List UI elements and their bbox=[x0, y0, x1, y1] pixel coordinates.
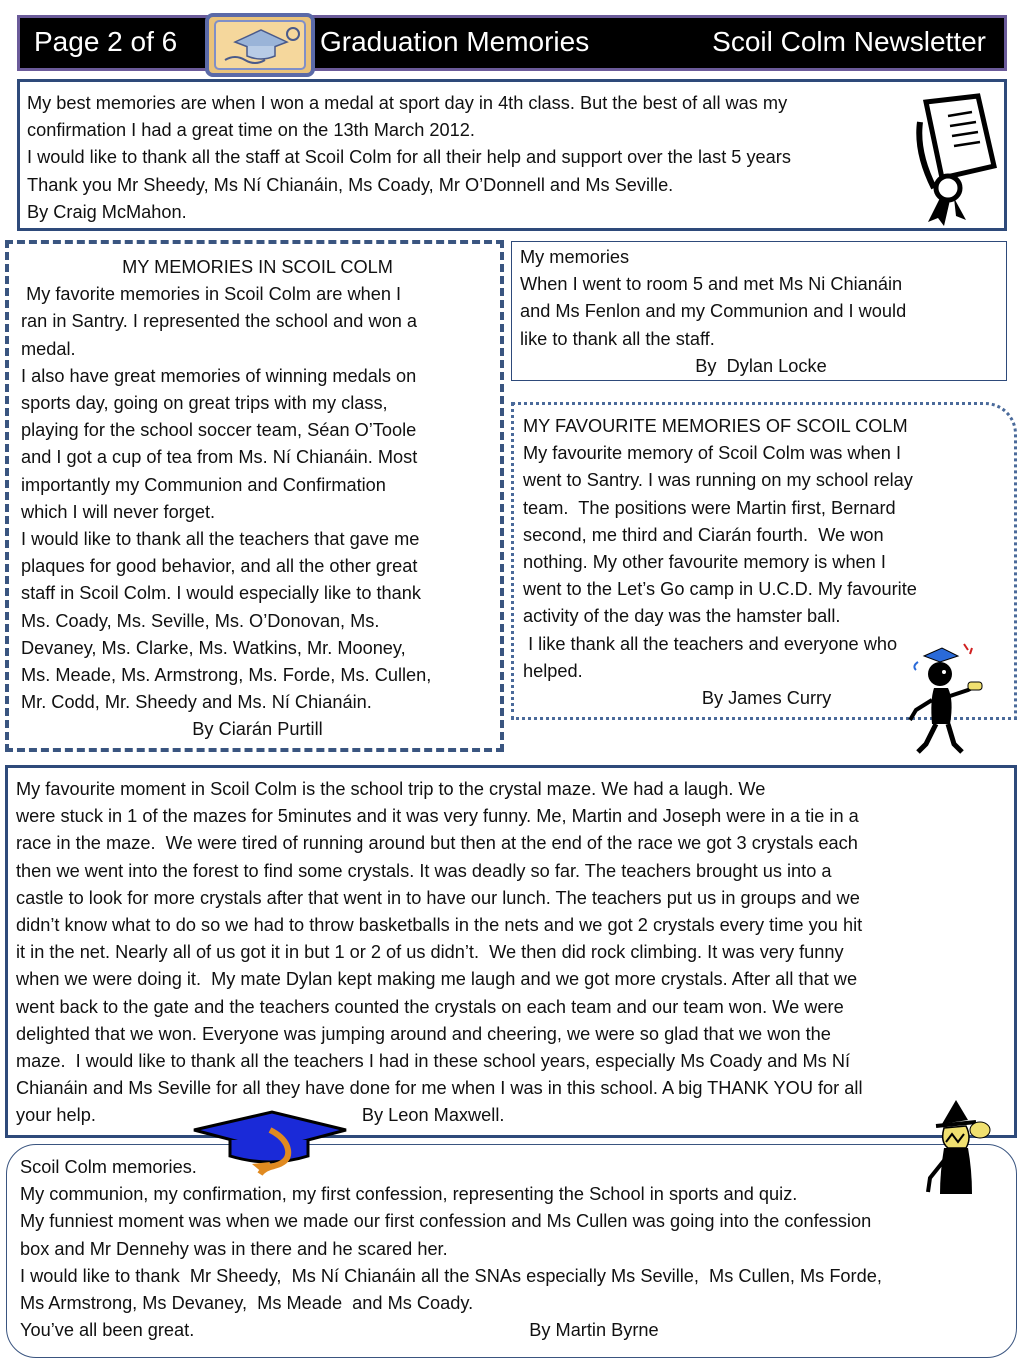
page-title: Graduation Memories bbox=[320, 26, 590, 57]
article-line: didn’t know what to do so we had to throw basketballs in the nets and we got 2 crystals every time you hit bbox=[16, 915, 863, 936]
article-line: and I got a cup of tea from Ms. Ní Chianáin. Most bbox=[21, 447, 418, 468]
article-line: plaques for good behavior, and all the other great bbox=[21, 556, 418, 577]
article-line: Ms Armstrong, Ms Devaney, Ms Meade and Ms Coady. bbox=[20, 1293, 474, 1314]
newsletter-name: Scoil Colm Newsletter bbox=[712, 26, 986, 57]
article-line: Mr. Codd, Mr. Sheedy and Ms. Ní Chianáin. bbox=[21, 692, 372, 713]
article-byline: By Dylan Locke bbox=[695, 355, 827, 376]
certificate-icon bbox=[908, 92, 1004, 228]
article-line: Ms. Coady, Ms. Seville, Ms. O’Donovan, Ms. bbox=[21, 610, 380, 631]
article-line: box and Mr Dennehy was in there and he scared her. bbox=[20, 1238, 448, 1259]
article-line: My communion, my confirmation, my first confession, representing the School in sports and quiz. bbox=[20, 1184, 798, 1205]
martin-byrne-article bbox=[6, 1144, 1017, 1358]
article-line: When I went to room 5 and met Ms Ni Chianáin bbox=[520, 274, 903, 295]
article-line: and Ms Fenlon and my Communion and I would bbox=[520, 301, 907, 322]
article-line: I like thank all the teachers and everyone who bbox=[523, 633, 898, 654]
article-line bbox=[20, 1317, 1012, 1344]
dylan-locke-article bbox=[511, 241, 1007, 381]
page-indicator: Page 2 of 6 bbox=[34, 26, 178, 57]
ciaran-purtill-article bbox=[5, 240, 504, 752]
article-line: team. The positions were Martin first, Bernard bbox=[523, 497, 896, 518]
article-line: My favourite moment in Scoil Colm is the school trip to the crystal maze. We had a laugh. We bbox=[16, 779, 766, 799]
article-heading: My memories bbox=[520, 247, 630, 267]
article-line: My favorite memories in Scoil Colm are when I bbox=[21, 284, 402, 305]
article-line: went to Santry. I was running on my school relay bbox=[523, 470, 913, 491]
article-line: which I will never forget. bbox=[21, 501, 216, 522]
craig-mcmahon-article bbox=[17, 79, 1007, 231]
article-line: Ms. Meade, Ms. Armstrong, Ms. Forde, Ms. Cullen, bbox=[21, 665, 432, 686]
article-heading: MY FAVOURITE MEMORIES OF SCOIL COLM bbox=[523, 416, 908, 436]
article-line: second, me third and Ciarán fourth. We won bbox=[523, 524, 884, 545]
article-line: race in the maze. We were tired of running around but then at the end of the race we got 3 crystals each bbox=[16, 833, 858, 854]
article-line: when we were doing it. My mate Dylan kept making me laugh and we got more crystals. After all that we bbox=[16, 969, 858, 990]
article-line: Devaney, Ms. Clarke, Ms. Watkins, Mr. Mooney, bbox=[21, 637, 406, 658]
article-line-end: You’ve all been great. bbox=[20, 1320, 195, 1341]
article-byline: By James Curry bbox=[701, 688, 832, 709]
graduate-character-icon bbox=[898, 640, 988, 766]
article-line: staff in Scoil Colm. I would especially like to thank bbox=[21, 583, 421, 604]
mortarboard-icon bbox=[190, 1108, 350, 1176]
article-line: like to thank all the staff. bbox=[520, 328, 715, 349]
article-byline: By Ciarán Purtill bbox=[192, 719, 323, 740]
article-line: I would like to thank all the staff at Scoil Colm for all their help and support over the last 5 years bbox=[27, 147, 791, 168]
article-line: sports day, going on great trips with my class, bbox=[21, 393, 388, 414]
article-line: castle to look for more crystals after that went in to have our lunch. The teachers put us in groups and we bbox=[16, 887, 860, 908]
article-line: I would like to thank all the teachers that gave me bbox=[21, 529, 420, 550]
article-line-end: your help. bbox=[16, 1105, 96, 1126]
article-line: Chianáin and Ms Seville for all they have done for me when I was in this school. A big THANK YOU for all bbox=[16, 1078, 863, 1099]
graduation-banner-icon bbox=[195, 12, 325, 78]
article-line: then we went into the forest to find some crystals. It was deadly so far. The teachers brought us into a bbox=[16, 860, 832, 881]
article-line: went back to the gate and the teachers counted the crystals on each team and our team won. We were bbox=[16, 996, 844, 1017]
article-line: importantly my Communion and Confirmation bbox=[21, 474, 386, 495]
article-line bbox=[16, 1102, 1010, 1129]
article-heading: MY MEMORIES IN SCOIL COLM bbox=[122, 257, 393, 277]
article-line: Thank you Mr Sheedy, Ms Ní Chianáin, Ms Coady, Mr O’Donnell and Ms Seville. bbox=[27, 174, 674, 195]
leon-maxwell-article bbox=[5, 765, 1017, 1138]
article-line: nothing. My other favourite memory is when I bbox=[523, 552, 886, 573]
article-line: medal. bbox=[21, 338, 76, 359]
article-heading: Scoil Colm memories. bbox=[20, 1157, 197, 1177]
article-line: delighted that we won. Everyone was jumping around and cheering, we were so glad that we won the bbox=[16, 1023, 831, 1044]
article-line: ran in Santry. I represented the school and won a bbox=[21, 311, 417, 332]
article-line: maze. I would like to thank all the teachers I had in these school years, especially Ms Coady and Ms Ní bbox=[16, 1051, 851, 1072]
article-line: were stuck in 1 of the mazes for 5minutes and it was very funny. Me, Martin and Joseph were in a tie in a bbox=[16, 806, 859, 827]
article-line: activity of the day was the hamster ball. bbox=[523, 606, 841, 627]
newsletter-header bbox=[17, 15, 1007, 71]
article-byline: By Craig McMahon. bbox=[27, 201, 187, 222]
article-line: confirmation I had a great time on the 13th March 2012. bbox=[27, 120, 475, 141]
article-line: My favourite memory of Scoil Colm was when I bbox=[523, 443, 902, 464]
article-line: I would like to thank Mr Sheedy, Ms Ní Chianáin all the SNAs especially Ms Seville, Ms Cullen, Ms Forde, bbox=[20, 1265, 882, 1286]
article-byline: By Leon Maxwell. bbox=[361, 1105, 505, 1126]
article-line: I also have great memories of winning medals on bbox=[21, 365, 417, 386]
wizard-character-icon bbox=[926, 1098, 998, 1198]
article-byline: By Martin Byrne bbox=[529, 1320, 659, 1341]
article-line: it in the net. Nearly all of us got it in but 1 or 2 of us didn’t. We then did rock climbing. It was very funny bbox=[16, 942, 844, 963]
article-line: helped. bbox=[523, 660, 583, 681]
article-line: playing for the school soccer team, Séan O’Toole bbox=[21, 420, 417, 441]
article-line: My best memories are when I won a medal at sport day in 4th class. But the best of all was my bbox=[27, 93, 788, 113]
article-line: went to the Let’s Go camp in U.C.D. My favourite bbox=[523, 579, 917, 600]
article-line: My funniest moment was when we made our first confession and Ms Cullen was going into the confession bbox=[20, 1211, 872, 1232]
